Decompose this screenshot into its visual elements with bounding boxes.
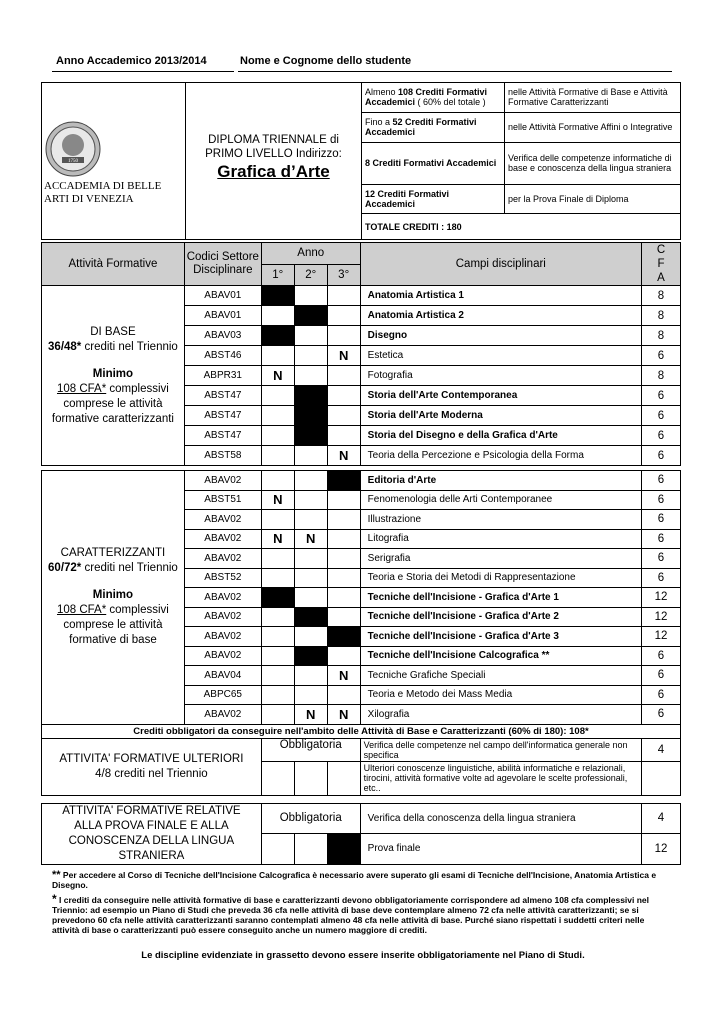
ulteriori-row2-cfa [641,761,680,795]
year-cell-y2 [294,549,327,569]
col-campi: Campi disciplinari [360,243,641,286]
course-code: ABAV04 [184,666,261,686]
ulteriori-row1-cfa: 4 [641,738,680,761]
course-cfa: 6 [641,346,680,366]
ulteriori-title: ATTIVITA' FORMATIVE ULTERIORI [59,752,244,765]
course-code: ABAV01 [184,286,261,306]
col-attivita: Attività Formative [42,243,185,286]
course-code: ABST51 [184,490,261,510]
year-cell-y3: N [327,705,360,725]
course-cfa: 6 [641,510,680,530]
course-name: Xilografia [360,705,641,725]
year-cell-y2 [294,510,327,530]
course-name: Disegno [360,326,641,346]
year-cell-y3 [327,406,360,426]
course-cfa: 8 [641,286,680,306]
course-name: Fenomenologia delle Arti Contemporanee [360,490,641,510]
year-cell-y3: N [327,446,360,466]
year-cell-y1 [261,286,294,306]
course-name: Anatomia Artistica 2 [360,306,641,326]
course-code: ABST47 [184,386,261,406]
course-code: ABST47 [184,406,261,426]
credit-2-desc: nelle Attività Formative Affini o Integrative [505,112,681,142]
year-cell-y2 [294,607,327,627]
course-cfa: 6 [641,529,680,549]
course-cfa: 6 [641,646,680,666]
base_section: DI BASE 36/48* crediti nel Triennio Minimo 108 CFA* complessivi comprese le attività formative caratterizzanti [42,286,185,466]
finale-obbligatoria: Obbligatoria [261,803,360,834]
finale-row1: Verifica della conoscenza della lingua straniera [360,803,641,834]
course-name: Litografia [360,529,641,549]
course-table [41,242,681,865]
credit-3-desc: Verifica delle competenze informatiche di base e conoscenza della lingua straniera [505,142,681,184]
year-cell-y1 [261,705,294,725]
year-cell-y2 [294,627,327,647]
year-cell-y1 [261,426,294,446]
year-cell-y2 [294,286,327,306]
year-cell-y2 [294,406,327,426]
course-name: Tecniche Grafiche Speciali [360,666,641,686]
course-name: Fotografia [360,366,641,386]
course-name: Teoria e Storia dei Metodi di Rappresentazione [360,568,641,588]
course-code: ABST47 [184,426,261,446]
year-cell-y3 [327,366,360,386]
course-cfa: 6 [641,471,680,491]
year-cell-y3 [327,306,360,326]
year-cell-y2 [294,666,327,686]
year-cell-y3 [327,568,360,588]
year-cell-y1 [261,568,294,588]
institution-cell [42,83,186,240]
course-cfa: 6 [641,666,680,686]
year-cell-y1 [261,346,294,366]
year-cell-y2 [294,346,327,366]
course-cfa: 12 [641,607,680,627]
year-cell-y3 [327,627,360,647]
course-name: Tecniche dell'Incisione - Grafica d'Arte 3 [360,627,641,647]
credit-4-desc: per la Prova Finale di Diploma [505,184,681,214]
col-year-1: 1° [261,264,294,286]
year-cell-y3 [327,549,360,569]
year-cell-y2 [294,426,327,446]
year-cell-y3 [327,426,360,446]
student-name-field[interactable] [238,71,672,72]
year-cell-y2 [294,646,327,666]
year-cell-y3 [327,510,360,530]
course-code: ABAV01 [184,306,261,326]
course-cfa: 6 [641,568,680,588]
year-cell-y1 [261,627,294,647]
ulteriori-obbligatoria: Obbligatoria [261,738,360,761]
credit-4: 12 Crediti Formativi Accademici [362,184,505,214]
year-cell-y1 [261,471,294,491]
year-cell-y1 [261,666,294,686]
year-cell-y2 [294,386,327,406]
course-code: ABAV02 [184,588,261,608]
diploma-title: Grafica d’Arte [217,162,330,181]
year-cell-y2 [294,326,327,346]
course-cfa: 6 [641,685,680,705]
course-cfa: 6 [641,446,680,466]
course-cfa: 6 [641,549,680,569]
header-box [41,82,681,240]
course-name: Editoria d'Arte [360,471,641,491]
course-code: ABAV02 [184,510,261,530]
institution-name-1: ACCADEMIA DI BELLE [44,180,162,192]
course-code: ABAV02 [184,627,261,647]
ulteriori-section [42,738,262,795]
year-cell-y3 [327,607,360,627]
course-code: ABST52 [184,568,261,588]
course-code: ABST58 [184,446,261,466]
course-cfa: 12 [641,627,680,647]
course-code: ABST46 [184,346,261,366]
total-credits: TOTALE CREDITI : 180 [362,214,681,240]
course-name: Tecniche dell'Incisione - Grafica d'Arte 1 [360,588,641,608]
year-cell-y3 [327,588,360,608]
year-underline [52,71,234,72]
course-name: Anatomia Artistica 1 [360,286,641,306]
course-code: ABAV02 [184,705,261,725]
credit-1: Almeno 108 Crediti Formativi Accademici ( 60% del totale ) [362,83,505,113]
note-1: ** Per accedere al Corso di Tecniche dell'Incisione Calcografica è necessario avere superato gli esami di Tecniche dell'Incisione, Anatomia Artistica e Disegno. [52,869,657,890]
svg-text:1750: 1750 [68,159,78,164]
course-name: Storia dell'Arte Moderna [360,406,641,426]
credit-1-desc: nelle Attività Formative di Base e Attività Formative Caratterizzanti [505,83,681,113]
course-name: Tecniche dell'Incisione - Grafica d'Arte 2 [360,607,641,627]
course-code: ABAV02 [184,549,261,569]
year-cell-y1 [261,306,294,326]
course-name: Serigrafia [360,549,641,569]
year-cell-y3 [327,326,360,346]
year-cell-y3 [327,529,360,549]
year-cell-y3: N [327,666,360,686]
year-cell-y3 [327,386,360,406]
ulteriori-sub: 4/8 crediti nel Triennio [95,767,208,780]
course-name: Storia del Disegno e della Grafica d'Arte [360,426,641,446]
year-cell-y2 [294,568,327,588]
year-cell-y1 [261,446,294,466]
year-cell-y1 [261,406,294,426]
year-cell-y1 [261,588,294,608]
course-name: Teoria della Percezione e Psicologia della Forma [360,446,641,466]
year-cell-y2 [294,490,327,510]
student-name-label: Nome e Cognome dello studente [240,55,412,67]
course-cfa: 8 [641,366,680,386]
year-cell-y1 [261,386,294,406]
academic-year: Anno Accademico 2013/2014 [56,55,207,67]
year-cell-y1: N [261,366,294,386]
course-cfa: 12 [641,588,680,608]
institution-name-2: ARTI DI VENEZIA [44,193,134,205]
ulteriori-row1: Verifica delle competenze nel campo dell'informatica generale non specifica [360,738,641,761]
course-name: Tecniche dell'Incisione Calcografica ** [360,646,641,666]
course-code: ABAV02 [184,471,261,491]
year-cell-y1 [261,607,294,627]
diploma-line-1: DIPLOMA TRIENNALE di [208,134,339,146]
course-cfa: 6 [641,705,680,725]
year-cell-y1 [261,685,294,705]
year-cell-y3 [327,646,360,666]
note-2: * I crediti da conseguire nelle attività formative di base e caratterizzanti devono obbligatoriamente corrispondere ad almeno 108 cfa complessivi nel Triennio: ad esempio un Piano di Studi che preveda 36 cfa nelle attività di base deve contemplare almeno 72 cfa nelle attività caratterizzanti; se si prevedono 60 cfa nelle attività caratterizzanti saranno contemplati almeno 48 cfa nelle attività di base. Purché siano rispettati i suddetti criteri nelle attività di base o caratterizzanti può essere conseguito anche un numero maggiore di crediti. [52,892,650,935]
year-cell-y1 [261,646,294,666]
year-cell-y1: N [261,490,294,510]
year-cell-y1 [261,510,294,530]
course-name: Teoria e Metodo dei Mass Media [360,685,641,705]
course-cfa: 8 [641,306,680,326]
diploma-cell [186,83,362,240]
year-cell-y3 [327,685,360,705]
year-cell-y2: N [294,705,327,725]
year-cell-y2 [294,446,327,466]
table-row [42,286,681,306]
course-name: Estetica [360,346,641,366]
year-cell-y2: N [294,529,327,549]
col-cfa: C F A [641,243,680,286]
car_section: CARATTERIZZANTI 60/72* crediti nel Triennio Minimo 108 CFA* complessivi comprese le attività formative di base [42,471,185,725]
year-cell-y2 [294,471,327,491]
footer-note: Le discipline evidenziate in grassetto devono essere inserite obbligatoriamente nel Piano di Studi. [141,950,585,961]
year-cell-y3 [327,490,360,510]
col-year-2: 2° [294,264,327,286]
diploma-line-2: PRIMO LIVELLO Indirizzo: [205,148,342,160]
finale-title: ATTIVITA' FORMATIVE RELATIVE ALLA PROVA FINALE E ALLA CONOSCENZA DELLA LINGUA STRANIERA [42,803,262,864]
course-cfa: 6 [641,426,680,446]
year-cell-y3 [327,286,360,306]
year-cell-y1 [261,326,294,346]
course-cfa: 6 [641,386,680,406]
course-code: ABAV03 [184,326,261,346]
course-name: Storia dell'Arte Contemporanea [360,386,641,406]
credit-3: 8 Crediti Formativi Accademici [362,142,505,184]
course-code: ABAV02 [184,646,261,666]
finale-row1-cfa: 4 [641,803,680,834]
academy-seal [45,121,101,177]
credit-2: Fino a 52 Crediti Formativi Accademici [362,112,505,142]
table-row [42,471,681,491]
course-code: ABAV02 [184,529,261,549]
finale-row2: Prova finale [360,834,641,865]
course-code: ABPR31 [184,366,261,386]
year-cell-y2 [294,588,327,608]
year-cell-y1 [261,549,294,569]
col-anno: Anno [261,243,360,265]
year-cell-y3 [327,471,360,491]
ulteriori-row2: Ulteriori conoscenze linguistiche, abilità informatiche e relazionali, tirocini, attività formative volte ad agevolare le scelte professionali, etc.. [360,761,641,795]
year-cell-y2 [294,366,327,386]
course-code: ABPC65 [184,685,261,705]
course-code: ABAV02 [184,607,261,627]
finale-row2-cfa: 12 [641,834,680,865]
course-name: Illustrazione [360,510,641,530]
year-cell-y2 [294,685,327,705]
course-cfa: 6 [641,406,680,426]
year-cell-y1: N [261,529,294,549]
col-year-3: 3° [327,264,360,286]
course-cfa: 8 [641,326,680,346]
course-cfa: 6 [641,490,680,510]
finale-row2-year-3 [327,834,360,865]
year-cell-y3: N [327,346,360,366]
col-codici: Codici Settore Disciplinare [184,243,261,286]
year-cell-y2 [294,306,327,326]
obbligatori-note: Crediti obbligatori da conseguire nell'ambito delle Attività di Base e Caratterizzanti (60% di 180): 108* [42,724,681,738]
